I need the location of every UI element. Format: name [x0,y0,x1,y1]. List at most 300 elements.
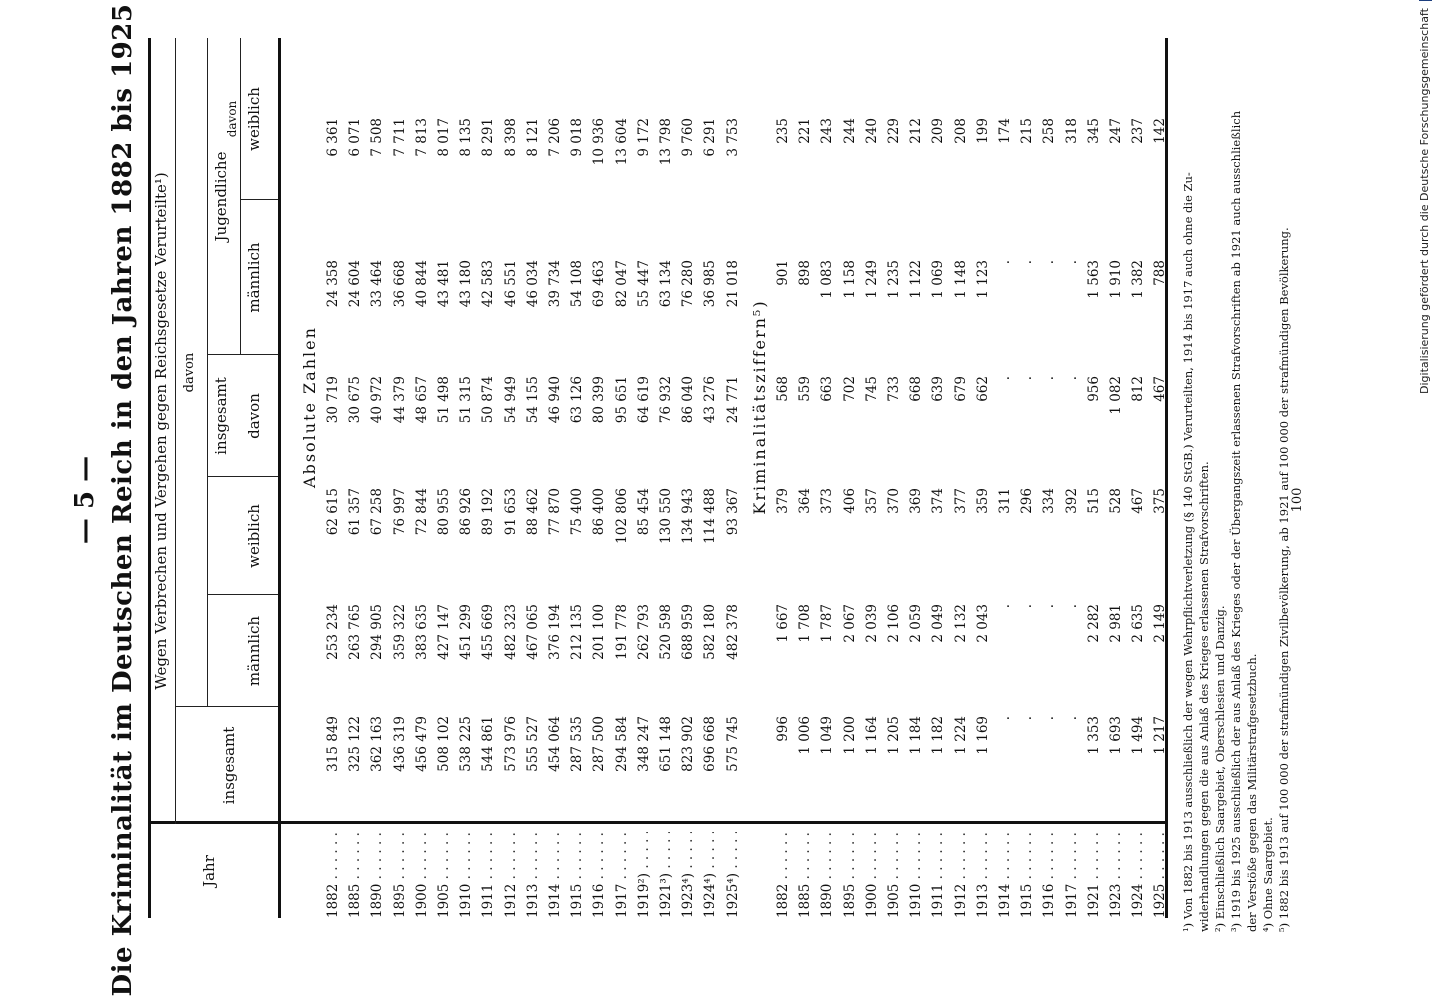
value-cell: 467 [1152,376,1169,402]
value-cell: 63 126 [569,376,586,424]
value-cell: 243 [819,118,836,144]
value-cell: 369 [908,488,925,514]
value-cell: . [997,376,1013,381]
table-row [458,38,476,918]
footer-page-number: 100 [1290,487,1305,513]
value-cell: 76 280 [680,260,697,308]
value-cell: 8 291 [480,118,497,157]
value-cell: 50 874 [480,376,497,424]
value-cell: . [1019,376,1036,381]
value-cell: . [997,604,1013,609]
value-cell: 67 258 [369,488,386,536]
value-cell: 696 668 [702,716,719,772]
table-row [636,38,654,918]
value-cell: 24 358 [325,260,341,308]
table-row [1108,38,1126,918]
value-cell: 2 067 [841,604,858,643]
footnote-line: ³) 1919 bis 1925 ausschließlich der aus Anlaß des Krieges oder der Übergangszeit erlassenen Strafvorschriften ab 1921 auch ausschließlich [1229,110,1243,932]
value-cell: 9 172 [635,118,652,157]
value-cell: 262 793 [635,604,652,660]
value-cell: 370 [886,488,902,514]
value-cell: 575 745 [724,716,741,772]
value-cell: 520 598 [658,604,674,660]
value-cell: 76 932 [658,376,674,424]
year-cell: 1900 . . . [864,832,880,918]
value-cell: 296 [1019,488,1036,514]
value-cell: 24 771 [724,376,741,424]
value-cell: 1 224 [952,716,969,755]
value-cell: 7 508 [369,118,386,157]
table-row [347,38,365,918]
value-cell: 89 192 [480,488,497,536]
section-rates: Kriminalitätsziffern⁵) [750,299,769,515]
year-cell: 1924 . . . [1130,832,1146,918]
value-cell: 956 [1085,376,1102,402]
male-column-rule [207,594,278,595]
value-cell: 42 583 [480,260,497,308]
value-cell: 199 [974,118,991,144]
value-cell: 201 100 [591,604,608,660]
value-cell: 86 926 [458,488,475,536]
value-cell: 311 [997,488,1013,514]
value-cell: 1 123 [974,260,991,299]
value-cell: 215 [1019,118,1036,144]
value-cell: 456 479 [413,716,430,772]
value-cell: 639 [930,376,947,402]
table-row [547,38,565,918]
value-cell: 62 615 [325,488,341,536]
value-cell: 467 065 [524,604,541,660]
year-cell: 1911 . . . [930,832,946,918]
year-cell: 1924⁴) . . . [702,832,718,918]
value-cell: 823 902 [680,716,697,772]
value-cell: 544 861 [480,716,497,772]
year-cell: 1913 . . . [525,832,541,918]
value-cell: 898 [797,260,814,286]
value-cell: 508 102 [436,716,452,772]
value-cell: 315 849 [325,716,341,772]
value-cell: 7 206 [547,118,563,157]
year-cell: 1911 . . . [480,832,496,918]
table-row [864,38,882,918]
value-cell: 663 [819,376,836,402]
value-cell: 24 604 [347,260,364,308]
year-cell: 1919²) . . . [636,832,652,918]
value-cell: 64 619 [635,376,652,424]
value-cell: 134 943 [680,488,697,544]
table-row [392,38,410,918]
value-cell: 436 319 [391,716,408,772]
table-row [480,38,498,918]
value-cell: 1 184 [908,716,925,755]
value-cell: 406 [841,488,858,514]
value-cell: 559 [797,376,814,402]
value-cell: 451 299 [458,604,475,660]
year-cell: 1914 . . . [997,832,1013,918]
value-cell: 77 870 [547,488,563,536]
value-cell: 40 972 [369,376,386,424]
header-youth-male: männlich [245,242,263,313]
table-row [614,38,632,918]
value-cell: 294 584 [613,716,630,772]
table-top-rule [148,38,151,918]
value-cell: 43 276 [702,376,719,424]
value-cell: 812 [1130,376,1147,402]
value-cell: 130 550 [658,488,674,544]
value-cell: 679 [952,376,969,402]
value-cell: 3 753 [724,118,741,157]
value-cell: 9 760 [680,118,697,157]
year-cell: 1905 . . . [436,832,452,918]
year-cell: 1890 . . . [819,832,835,918]
table-row [503,38,521,918]
value-cell: . [1041,716,1058,721]
value-cell: 1 353 [1085,716,1102,755]
value-cell: . [1063,376,1080,381]
value-cell: 702 [841,376,858,402]
value-cell: . [1041,260,1058,265]
year-cell: 1890 . . . [369,832,385,918]
value-cell: . [1019,604,1036,609]
value-cell: 51 315 [458,376,475,424]
value-cell: 688 959 [680,604,697,660]
value-cell: 46 940 [547,376,563,424]
year-cell: 1925⁴) . . . [725,832,741,918]
year-cell: 1910 . . . [458,832,474,918]
value-cell: 482 378 [724,604,741,660]
value-cell: 86 400 [591,488,608,536]
value-cell: . [997,260,1013,265]
value-cell: 9 018 [569,118,586,157]
value-cell: 2 132 [952,604,969,643]
value-cell: 263 765 [347,604,364,660]
value-cell: 72 844 [413,488,430,536]
table-row [702,38,720,918]
value-cell: 482 323 [502,604,519,660]
value-cell: 21 018 [724,260,741,308]
dfg-credit-text: Digitalisierung gefördert durch die Deutsche Forschungsgemeinschaft [1418,8,1431,394]
table-row [953,38,971,918]
value-cell: 1 235 [886,260,902,299]
value-cell: 191 778 [613,604,630,660]
value-cell: 235 [775,118,791,144]
value-cell: 33 464 [369,260,386,308]
table-row [525,38,543,918]
value-cell: 2 635 [1130,604,1147,643]
table-row [436,38,454,918]
table-row [725,38,743,918]
value-cell: 6 361 [325,118,341,157]
table-row [908,38,926,918]
year-cell: 1923 . . . [1108,832,1124,918]
value-cell: 455 669 [480,604,497,660]
value-cell: 36 668 [391,260,408,308]
value-cell: 1 494 [1130,716,1147,755]
value-cell: 2 149 [1152,604,1169,643]
year-cell: 1921³) . . . [658,832,674,918]
year-cell: 1916 . . . [591,832,607,918]
year-cell: 1912 . . . [503,832,519,918]
year-cell: 1885 . . . [797,832,813,918]
value-cell: 1 169 [974,716,991,755]
value-cell: 85 454 [635,488,652,536]
table-row [797,38,815,918]
footnote-line: der Verstöße gegen das Militärstrafgesetzbuch. [1245,653,1259,932]
year-cell: 1915 . . . [569,832,585,918]
value-cell: 1 083 [819,260,836,299]
value-cell: 75 400 [569,488,586,536]
value-cell: 43 481 [436,260,452,308]
header-youth-total: insgesamt [212,377,230,455]
value-cell: . [1041,376,1058,381]
value-cell: 247 [1108,118,1124,144]
year-cell: 1910 . . . [908,832,924,918]
header-youth-female: weiblich [245,87,263,151]
table-row [1130,38,1148,918]
value-cell: 88 462 [524,488,541,536]
value-cell: 55 447 [635,260,652,308]
value-cell: 212 [908,118,925,144]
header-davon: davon [182,352,197,393]
value-cell: 376 194 [547,604,563,660]
value-cell: 374 [930,488,947,514]
value-cell: 375 [1152,488,1169,514]
value-cell: 13 604 [613,118,630,166]
value-cell: 467 [1130,488,1147,514]
year-cell: 1914 . . . [547,832,563,918]
value-cell: . [1063,604,1080,609]
value-cell: 2 282 [1085,604,1102,643]
value-cell: 76 997 [391,488,408,536]
table-row [930,38,948,918]
value-cell: 54 949 [502,376,519,424]
year-cell: 1917 . . . [1064,832,1080,918]
value-cell: 2 059 [908,604,925,643]
year-cell: 1913 . . . [975,832,991,918]
value-cell: 662 [974,376,991,402]
year-cell: 1916 . . . [1041,832,1057,918]
value-cell: 1 182 [930,716,947,755]
year-cell: 1882 . . . [775,832,791,918]
value-cell: 379 [775,488,791,514]
year-cell: 1895 . . . [842,832,858,918]
value-cell: 582 180 [702,604,719,660]
year-cell: 1912 . . . [953,832,969,918]
year-cell: 1882 . . . [325,832,341,918]
dfg-credit [1418,0,1434,1000]
value-cell: 61 357 [347,488,364,536]
value-cell: 996 [775,716,791,742]
value-cell: 10 936 [591,118,608,166]
year-cell: 1923⁴) . . . [680,832,696,918]
value-cell: 82 047 [613,260,630,308]
value-cell: 80 955 [436,488,452,536]
value-cell: 2 039 [863,604,880,643]
table-row [658,38,676,918]
value-cell: 7 813 [413,118,430,157]
value-cell: 95 651 [613,376,630,424]
value-cell: 287 500 [591,716,608,772]
value-cell: 373 [819,488,836,514]
value-cell: 1 205 [886,716,902,755]
table-row [775,38,793,918]
value-cell: 1 382 [1130,260,1147,299]
value-cell: 359 [974,488,991,514]
header-bottom-rule [278,38,281,918]
year-cell: 1905 . . . [886,832,902,918]
section-absolute: Absolute Zahlen [300,326,319,488]
year-cell: 1925 . . . [1152,832,1168,918]
value-cell: 362 163 [369,716,386,772]
footnotes [1180,32,1292,932]
value-cell: 1 787 [819,604,836,643]
value-cell: 538 225 [458,716,475,772]
value-cell: 2 106 [886,604,902,643]
value-cell: 174 [997,118,1013,144]
footnote-line: widerhandlungen gegen die aus Anlaß des Krieges erlassenen Strafvorschriften. [1197,461,1211,932]
value-cell: 36 985 [702,260,719,308]
table-row [1152,38,1170,918]
value-cell: 221 [797,118,814,144]
value-cell: . [1041,604,1058,609]
value-cell: 258 [1041,118,1058,144]
value-cell: 1 693 [1108,716,1124,755]
value-cell: 208 [952,118,969,144]
table-row [819,38,837,918]
value-cell: 244 [841,118,858,144]
table-row [369,38,387,918]
value-cell: 237 [1130,118,1147,144]
value-cell: 54 155 [524,376,541,424]
value-cell: 348 247 [635,716,652,772]
value-cell: 6 291 [702,118,719,157]
year-cell: 1900 . . . [414,832,430,918]
value-cell: 2 981 [1108,604,1124,643]
value-cell: 788 [1152,260,1169,286]
value-cell: . [1019,716,1036,721]
value-cell: 651 148 [658,716,674,772]
value-cell: 7 711 [391,118,408,157]
value-cell: 51 498 [436,376,452,424]
year-cell: 1921 . . . [1086,832,1102,918]
table-row [842,38,860,918]
value-cell: 1 910 [1108,260,1124,299]
value-cell: 40 844 [413,260,430,308]
value-cell: 2 049 [930,604,947,643]
value-cell: 86 040 [680,376,697,424]
value-cell: . [1019,260,1036,265]
header-group: Wegen Verbrechen und Vergehen gegen Reichsgesetze Verurteilte¹) [152,172,170,690]
value-cell: 528 [1108,488,1124,514]
value-cell: 253 234 [325,604,341,660]
value-cell: . [1063,716,1080,721]
year-cell: 1917 . . . [614,832,630,918]
value-cell: 229 [886,118,902,144]
value-cell: 240 [863,118,880,144]
value-cell: 6 071 [347,118,364,157]
value-cell: 91 653 [502,488,519,536]
table-row [997,38,1015,918]
value-cell: 69 463 [591,260,608,308]
header-davon-2: davon [245,393,263,439]
value-cell: 364 [797,488,814,514]
header-total: insgesamt [220,726,238,805]
value-cell: 555 527 [524,716,541,772]
value-cell: 427 147 [436,604,452,660]
year-cell: 1915 . . . [1019,832,1035,918]
value-cell: 80 399 [591,376,608,424]
value-cell: 63 134 [658,260,674,308]
value-cell: 383 635 [413,604,430,660]
value-cell: 114 488 [702,488,719,544]
value-cell: 1 667 [775,604,791,643]
footnote-line: ⁵) 1882 bis 1913 auf 100 000 der strafmündigen Zivilbevölkerung, ab 1921 auf 100 000 der strafmündigen Bevölkerung. [1277,227,1291,932]
value-cell: 318 [1063,118,1080,144]
value-cell: 1 069 [930,260,947,299]
value-cell: 44 379 [391,376,408,424]
value-cell: 1 082 [1108,376,1124,415]
table-row [1019,38,1037,918]
value-cell: 377 [952,488,969,514]
value-cell: 1 217 [1152,716,1169,755]
table-row [1086,38,1104,918]
value-cell: 454 064 [547,716,563,772]
davon-rule [207,38,208,707]
value-cell: 392 [1063,488,1080,514]
page-title: Die Kriminalität im Deutschen Reich in den Jahren 1882 bis 1925 [108,3,138,997]
value-cell: 359 322 [391,604,408,660]
value-cell: 102 806 [613,488,630,544]
page-number: — 5 — [70,455,100,545]
value-cell: 13 798 [658,118,674,166]
youth-davon-rule [240,38,241,355]
table-row [325,38,343,918]
value-cell: 54 108 [569,260,586,308]
value-cell: 287 535 [569,716,586,772]
table-row [591,38,609,918]
value-cell: 43 180 [458,260,475,308]
value-cell: 209 [930,118,947,144]
footnote-line: ⁴) Ohne Saargebiet. [1261,817,1275,932]
value-cell: 568 [775,376,791,402]
value-cell: 1 249 [863,260,880,299]
table-row [886,38,904,918]
value-cell: 573 976 [502,716,519,772]
value-cell: 325 122 [347,716,364,772]
table-row [414,38,432,918]
header-female: weiblich [245,504,263,568]
value-cell: 1 122 [908,260,925,299]
value-cell: 46 551 [502,260,519,308]
value-cell: 1 164 [863,716,880,755]
value-cell: 1 049 [819,716,836,755]
value-cell: 30 719 [325,376,341,424]
footnote-line: ¹) Von 1882 bis 1913 ausschließlich der wegen Wehrpflichtverletzung (§ 140 StGB.) Verurteilten, 1914 bis 1917 auch ohne die Zu- [1181,172,1195,932]
value-cell: 46 034 [524,260,541,308]
value-cell: . [1063,260,1080,265]
value-cell: 1 708 [797,604,814,643]
table-row [1064,38,1082,918]
value-cell: 294 905 [369,604,386,660]
value-cell: 2 043 [974,604,991,643]
value-cell: 1 200 [841,716,858,755]
header-youth: Jugendliche [212,151,230,242]
value-cell: 345 [1085,118,1102,144]
value-cell: 357 [863,488,880,514]
value-cell: 1 006 [797,716,814,755]
value-cell: . [997,716,1013,721]
value-cell: 93 367 [724,488,741,536]
